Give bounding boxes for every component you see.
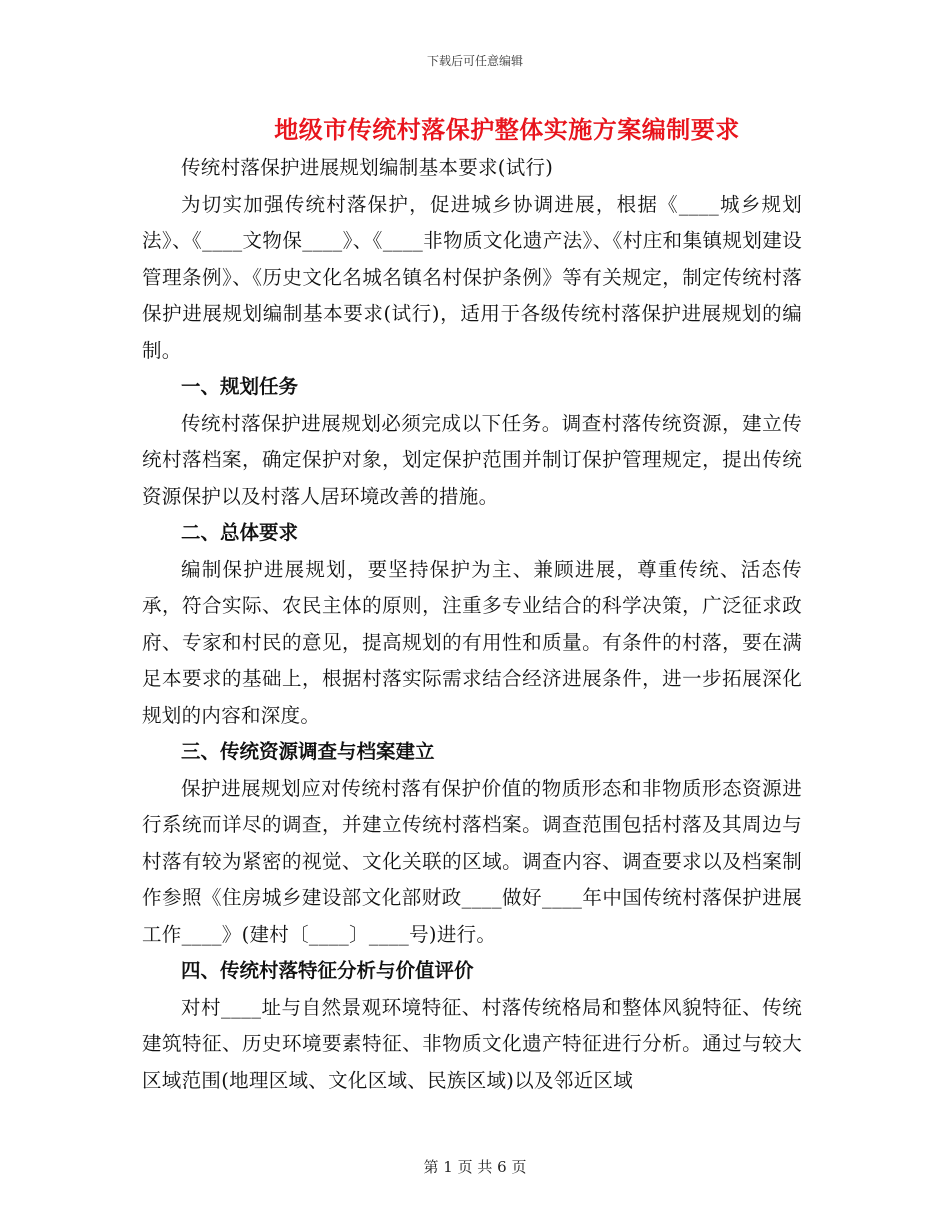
section-paragraph-2: 编制保护进展规划，要坚持保护为主、兼顾进展，尊重传统、活态传承，符合实际、农民主体的原则，注重多专业结合的科学决策，广泛征求政府、专家和村民的意见，提高规划的有用性和质量。有条件的村落，要在满足本要求的基础上，根据村落实际需求结合经济进展条件，进一步拓展深化规划的内容和深度。 xyxy=(142,557,802,727)
page-number: 第 1 页 共 6 页 xyxy=(423,1158,527,1176)
section-heading-4: 四、传统村落特征分析与价值评价 xyxy=(181,959,474,982)
section-heading-3: 三、传统资源调查与档案建立 xyxy=(181,740,435,763)
page-header: 下载后可任意编辑 xyxy=(426,54,523,68)
intro-paragraph: 为切实加强传统村落保护，促进城乡协调进展，根据《____城乡规划法》、《____文物保____》、《____非物质文化遗产法》、《村庄和集镇规划建设管理条例》、《历史文化名城名镇名村保护条例》等有关规定，制定传统村落保护进展规划编制基本要求(试行)，适用于各级传统村落保护进展规划的编制。 xyxy=(142,192,802,362)
section-heading-2: 二、总体要求 xyxy=(181,521,299,544)
section-heading-1: 一、规划任务 xyxy=(181,375,299,398)
document-body xyxy=(142,110,802,1099)
document-title: 地级市传统村落保护整体实施方案编制要求 xyxy=(274,115,740,144)
document-subtitle: 传统村落保护进展规划编制基本要求(试行) xyxy=(181,156,554,179)
section-paragraph-1: 传统村落保护进展规划必须完成以下任务。调查村落传统资源，建立传统村落档案，确定保护对象，划定保护范围并制订保护管理规定，提出传统资源保护以及村落人居环境改善的措施。 xyxy=(142,411,802,508)
section-paragraph-4: 对村____址与自然景观环境特征、村落传统格局和整体风貌特征、传统建筑特征、历史环境要素特征、非物质文化遗产特征进行分析。通过与较大区域范围(地理区域、文化区域、民族区域)以及邻近区域 xyxy=(142,995,802,1092)
section-paragraph-3: 保护进展规划应对传统村落有保护价值的物质形态和非物质形态资源进行系统而详尽的调查，并建立传统村落档案。调查范围包括村落及其周边与村落有较为紧密的视觉、文化关联的区域。调查内容、调查要求以及档案制作参照《住房城乡建设部文化部财政____做好____年中国传统村落保护进展工作____》(建村〔____〕____号)进行。 xyxy=(142,776,802,946)
